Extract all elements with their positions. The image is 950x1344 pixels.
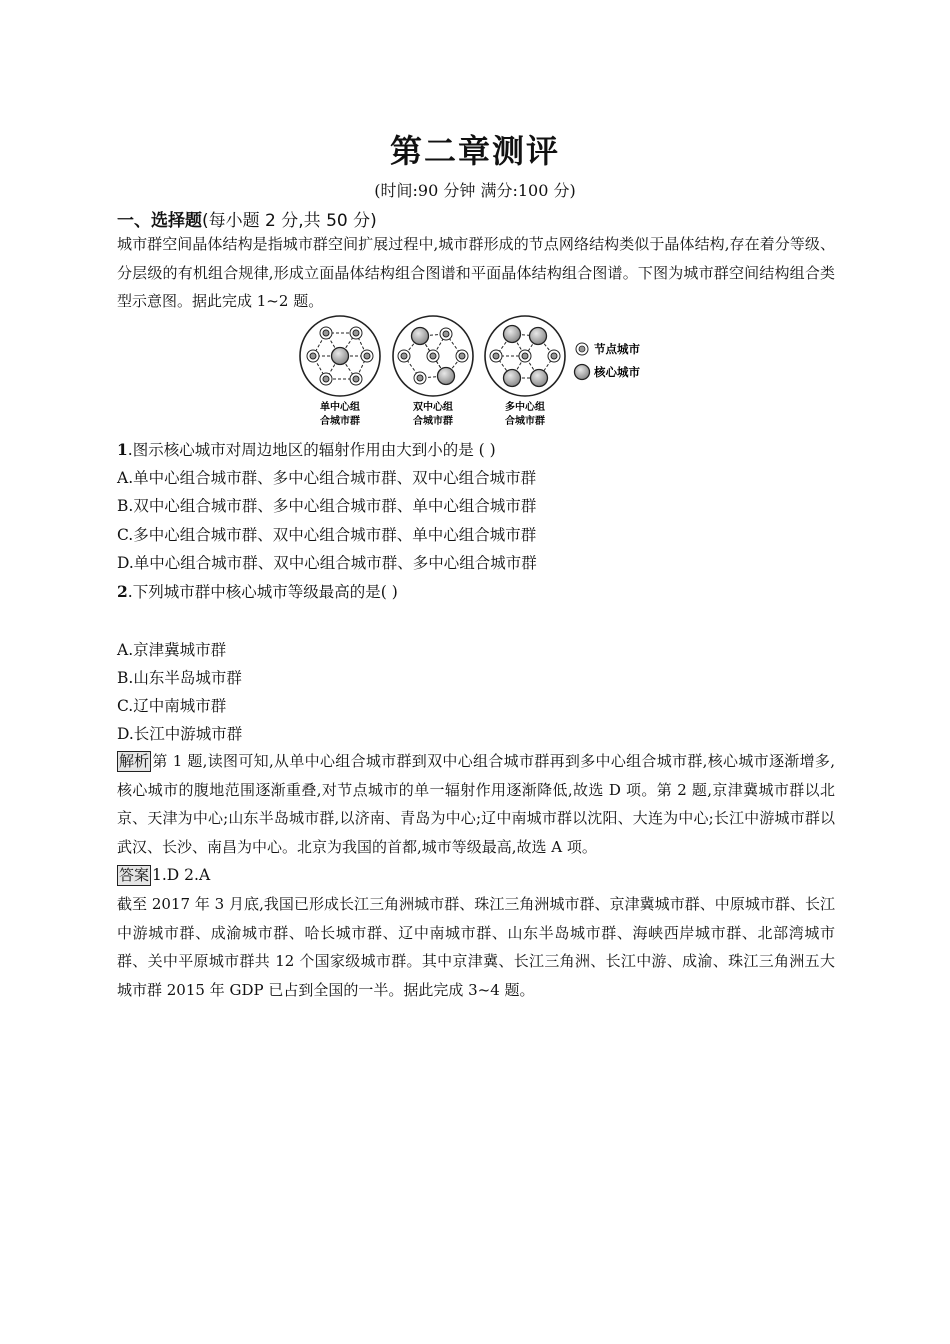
double-center-panel [393,316,473,396]
q1-option-b: B.双中心组合城市群、多中心组合城市群、单中心组合城市群 [117,497,537,515]
single-center-panel [300,316,380,396]
intro-paragraph-2: 截至 2017 年 3 月底,我国已形成长江三角洲城市群、珠江三角洲城市群、京津冀城市群、中原城市群、长江中游城市群、成渝城市群、哈长城市群、辽中南城市群、山东半岛城市群、海峡西岸城市群、北部湾城市群、关中平原城市群共 12 个国家级城市群。其中京津冀、长江三角洲、长江中游、成渝、珠江三角洲五大城市群 2015 年 GDP 已占到全国的一半。据此完成 3~4 题。 [117,895,835,999]
question-stem: .图示核心城市对周边地区的辐射作用由大到小的是 ( ) [127,441,496,459]
question-number: 1 [117,440,128,459]
q1-option-a: A.单中心组合城市群、多中心组合城市群、双中心组合城市群 [117,469,537,487]
multi-center-panel [485,316,565,396]
question-2 [117,580,398,602]
q2-option-a: A.京津冀城市群 [117,641,227,659]
intro-paragraph-1: 城市群空间晶体结构是指城市群空间扩展过程中,城市群形成的节点网络结构类似于晶体结构,存在着分等级、分层级的有机组合规律,形成立面晶体结构组合图谱和平面晶体结构组合图谱。下图为城市群空间结构组合类型示意图。据此完成 1~2 题。 [117,235,835,310]
q1-option-c: C.多中心组合城市群、双中心组合城市群、单中心组合城市群 [117,526,537,544]
answer-tag: 答案 [119,866,150,884]
answer-block [117,865,210,886]
panel-label-2-line1: 双中心组 [413,402,453,413]
analysis-tag: 解析 [119,752,150,770]
city-cluster-diagram [296,314,668,432]
question-1 [117,438,496,460]
q2-option-d: D.长江中游城市群 [117,725,243,743]
analysis-block [117,747,835,861]
legend [575,342,641,380]
panel-label-3-line2: 合城市群 [505,416,545,427]
panel-label-2-line2: 合城市群 [413,416,453,427]
q1-option-d: D.单中心组合城市群、双中心组合城市群、多中心组合城市群 [117,554,537,572]
panel-label-1-line2: 合城市群 [320,416,360,427]
section-title: 一、选择题 [117,211,202,231]
panel-label-3-line1: 多中心组 [505,402,545,413]
question-stem: .下列城市群中核心城市等级最高的是( ) [127,583,398,601]
question-number: 2 [117,582,128,601]
exam-info: (时间:90 分钟 满分:100 分) [374,181,576,200]
q2-option-c: C.辽中南城市群 [117,697,227,715]
answer-text: 1.D 2.A [152,866,211,884]
analysis-text: 第 1 题,读图可知,从单中心组合城市群到双中心组合城市群再到多中心组合城市群,核心城市逐渐增多,核心城市的腹地范围逐渐重叠,对节点城市的单一辐射作用逐渐降低,故选 D 项。第 2 题,京津冀城市群以北京、天津为中心;山东半岛城市群,以济南、青岛为中心;辽中南城市群以沈阳、大连为中心;长江中游城市群以武汉、长沙、南昌为中心。北京为我国的首都,城市等级最高,故选 A 项。 [117,752,835,856]
section-note: (每小题 2 分,共 50 分) [202,211,377,231]
page-title: 第二章测评 [389,132,560,170]
section-heading [117,206,377,231]
core-city-icon [332,348,349,365]
legend-node-city: 节点城市 [594,342,640,356]
panel-label-1-line1: 单中心组 [320,402,360,413]
q2-option-b: B.山东半岛城市群 [117,669,242,687]
legend-core-city: 核心城市 [594,365,640,379]
